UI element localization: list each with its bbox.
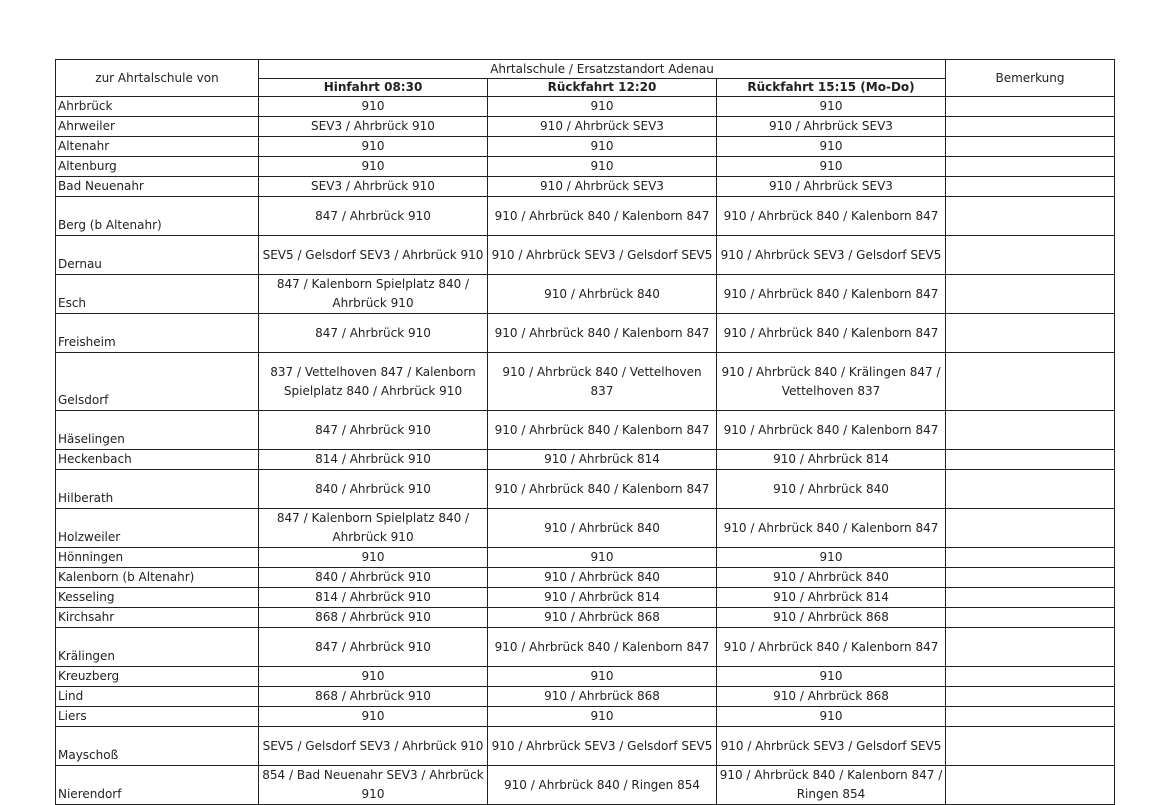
cell-rueckfahrt-1515: 910	[717, 667, 946, 687]
cell-place: Esch	[56, 275, 259, 314]
table-row	[56, 314, 1115, 353]
table-row	[56, 470, 1115, 509]
cell-rueckfahrt-1515: 910 / Ahrbrück 840 / Kalenborn 847 / Ringen 854	[717, 766, 946, 805]
cell-rueckfahrt-1220: 910	[488, 707, 717, 727]
cell-remark	[946, 117, 1115, 137]
cell-remark	[946, 353, 1115, 411]
cell-rueckfahrt-1515: 910	[717, 707, 946, 727]
cell-rueckfahrt-1220: 910 / Ahrbrück 840	[488, 568, 717, 588]
table-row	[56, 353, 1115, 411]
cell-remark	[946, 628, 1115, 667]
cell-hinfahrt: 840 / Ahrbrück 910	[259, 470, 488, 509]
cell-rueckfahrt-1220: 910 / Ahrbrück 840 / Kalenborn 847	[488, 314, 717, 353]
table-row	[56, 667, 1115, 687]
cell-remark	[946, 177, 1115, 197]
cell-rueckfahrt-1515: 910 / Ahrbrück 814	[717, 450, 946, 470]
cell-rueckfahrt-1515: 910	[717, 157, 946, 177]
cell-remark	[946, 97, 1115, 117]
cell-rueckfahrt-1515: 910 / Ahrbrück SEV3 / Gelsdorf SEV5	[717, 236, 946, 275]
table-row	[56, 628, 1115, 667]
cell-place: Kesseling	[56, 588, 259, 608]
cell-place: Altenahr	[56, 137, 259, 157]
cell-remark	[946, 157, 1115, 177]
cell-remark	[946, 687, 1115, 707]
cell-place: Ahrbrück	[56, 97, 259, 117]
cell-hinfahrt: 910	[259, 667, 488, 687]
table-row	[56, 509, 1115, 548]
cell-rueckfahrt-1220: 910 / Ahrbrück SEV3 / Gelsdorf SEV5	[488, 727, 717, 766]
cell-rueckfahrt-1220: 910	[488, 137, 717, 157]
header-rueckfahrt-1220: Rückfahrt 12:20	[488, 79, 717, 97]
cell-hinfahrt: 847 / Kalenborn Spielplatz 840 / Ahrbrück 910	[259, 509, 488, 548]
cell-rueckfahrt-1220: 910	[488, 548, 717, 568]
cell-hinfahrt: 847 / Kalenborn Spielplatz 840 / Ahrbrück 910	[259, 275, 488, 314]
cell-rueckfahrt-1220: 910 / Ahrbrück 840	[488, 275, 717, 314]
table-row	[56, 275, 1115, 314]
cell-hinfahrt: 910	[259, 157, 488, 177]
cell-rueckfahrt-1220: 910	[488, 667, 717, 687]
cell-rueckfahrt-1220: 910 / Ahrbrück 840 / Kalenborn 847	[488, 411, 717, 450]
cell-place: Freisheim	[56, 314, 259, 353]
cell-rueckfahrt-1220: 910 / Ahrbrück 840 / Kalenborn 847	[488, 197, 717, 236]
cell-remark	[946, 548, 1115, 568]
cell-hinfahrt: 814 / Ahrbrück 910	[259, 450, 488, 470]
cell-rueckfahrt-1515: 910 / Ahrbrück 840 / Kalenborn 847	[717, 314, 946, 353]
cell-place: Kalenborn (b Altenahr)	[56, 568, 259, 588]
table-row	[56, 177, 1115, 197]
cell-hinfahrt: 847 / Ahrbrück 910	[259, 628, 488, 667]
cell-rueckfahrt-1220: 910 / Ahrbrück 840	[488, 509, 717, 548]
header-rueckfahrt-1515: Rückfahrt 15:15 (Mo-Do)	[717, 79, 946, 97]
cell-place: Mayschoß	[56, 727, 259, 766]
cell-rueckfahrt-1515: 910	[717, 97, 946, 117]
cell-rueckfahrt-1220: 910 / Ahrbrück 840 / Kalenborn 847	[488, 470, 717, 509]
table-row	[56, 411, 1115, 450]
cell-hinfahrt: 910	[259, 137, 488, 157]
cell-remark	[946, 236, 1115, 275]
cell-hinfahrt: 847 / Ahrbrück 910	[259, 411, 488, 450]
cell-rueckfahrt-1220: 910 / Ahrbrück SEV3 / Gelsdorf SEV5	[488, 236, 717, 275]
cell-rueckfahrt-1220: 910	[488, 157, 717, 177]
table-row	[56, 687, 1115, 707]
table-row	[56, 97, 1115, 117]
cell-hinfahrt: 868 / Ahrbrück 910	[259, 687, 488, 707]
cell-rueckfahrt-1220: 910 / Ahrbrück 868	[488, 687, 717, 707]
bus-schedule-table	[55, 59, 1115, 805]
table-row	[56, 197, 1115, 236]
cell-place: Kreuzberg	[56, 667, 259, 687]
cell-hinfahrt: 814 / Ahrbrück 910	[259, 588, 488, 608]
cell-rueckfahrt-1515: 910 / Ahrbrück 840 / Kalenborn 847	[717, 197, 946, 236]
cell-hinfahrt: 910	[259, 97, 488, 117]
cell-rueckfahrt-1220: 910 / Ahrbrück 840 / Ringen 854	[488, 766, 717, 805]
table-row	[56, 727, 1115, 766]
cell-rueckfahrt-1515: 910 / Ahrbrück 814	[717, 588, 946, 608]
cell-remark	[946, 197, 1115, 236]
cell-rueckfahrt-1220: 910 / Ahrbrück SEV3	[488, 117, 717, 137]
table-row	[56, 548, 1115, 568]
cell-place: Holzweiler	[56, 509, 259, 548]
cell-rueckfahrt-1515: 910 / Ahrbrück 868	[717, 687, 946, 707]
cell-hinfahrt: 840 / Ahrbrück 910	[259, 568, 488, 588]
table-row	[56, 137, 1115, 157]
cell-hinfahrt: SEV3 / Ahrbrück 910	[259, 177, 488, 197]
table-row	[56, 588, 1115, 608]
cell-hinfahrt: SEV3 / Ahrbrück 910	[259, 117, 488, 137]
cell-hinfahrt: 837 / Vettelhoven 847 / Kalenborn Spielplatz 840 / Ahrbrück 910	[259, 353, 488, 411]
cell-rueckfahrt-1515: 910 / Ahrbrück 840 / Krälingen 847 / Vettelhoven 837	[717, 353, 946, 411]
cell-hinfahrt: SEV5 / Gelsdorf SEV3 / Ahrbrück 910	[259, 727, 488, 766]
cell-hinfahrt: 910	[259, 707, 488, 727]
table-row	[56, 236, 1115, 275]
cell-place: Lind	[56, 687, 259, 707]
table-row	[56, 707, 1115, 727]
cell-place: Gelsdorf	[56, 353, 259, 411]
cell-rueckfahrt-1220: 910 / Ahrbrück 814	[488, 450, 717, 470]
cell-place: Heckenbach	[56, 450, 259, 470]
cell-rueckfahrt-1515: 910 / Ahrbrück SEV3 / Gelsdorf SEV5	[717, 727, 946, 766]
cell-place: Bad Neuenahr	[56, 177, 259, 197]
table-body	[56, 97, 1115, 805]
cell-place: Dernau	[56, 236, 259, 275]
table-row	[56, 157, 1115, 177]
cell-rueckfahrt-1515: 910 / Ahrbrück 840 / Kalenborn 847	[717, 411, 946, 450]
cell-place: Ahrweiler	[56, 117, 259, 137]
cell-rueckfahrt-1515: 910 / Ahrbrück 840	[717, 568, 946, 588]
cell-hinfahrt: 854 / Bad Neuenahr SEV3 / Ahrbrück 910	[259, 766, 488, 805]
cell-hinfahrt: 910	[259, 548, 488, 568]
cell-remark	[946, 450, 1115, 470]
cell-rueckfahrt-1220: 910 / Ahrbrück 840 / Kalenborn 847	[488, 628, 717, 667]
header-remark: Bemerkung	[946, 60, 1115, 97]
cell-rueckfahrt-1515: 910 / Ahrbrück 840 / Kalenborn 847	[717, 509, 946, 548]
cell-place: Nierendorf	[56, 766, 259, 805]
table-row	[56, 450, 1115, 470]
cell-rueckfahrt-1515: 910 / Ahrbrück SEV3	[717, 177, 946, 197]
cell-rueckfahrt-1220: 910 / Ahrbrück 840 / Vettelhoven 837	[488, 353, 717, 411]
cell-place: Berg (b Altenahr)	[56, 197, 259, 236]
cell-rueckfahrt-1220: 910 / Ahrbrück SEV3	[488, 177, 717, 197]
cell-remark	[946, 667, 1115, 687]
header-group: Ahrtalschule / Ersatzstandort Adenau	[259, 60, 946, 79]
cell-hinfahrt: 847 / Ahrbrück 910	[259, 197, 488, 236]
cell-place: Hilberath	[56, 470, 259, 509]
schedule-sheet	[55, 59, 1115, 805]
table-row	[56, 608, 1115, 628]
cell-place: Altenburg	[56, 157, 259, 177]
header-from: zur Ahrtalschule von	[56, 60, 259, 97]
cell-rueckfahrt-1220: 910 / Ahrbrück 868	[488, 608, 717, 628]
cell-rueckfahrt-1220: 910 / Ahrbrück 814	[488, 588, 717, 608]
cell-remark	[946, 766, 1115, 805]
cell-remark	[946, 608, 1115, 628]
cell-rueckfahrt-1515: 910 / Ahrbrück SEV3	[717, 117, 946, 137]
cell-rueckfahrt-1515: 910 / Ahrbrück 868	[717, 608, 946, 628]
cell-rueckfahrt-1515: 910 / Ahrbrück 840 / Kalenborn 847	[717, 628, 946, 667]
table-row	[56, 568, 1115, 588]
cell-place: Hönningen	[56, 548, 259, 568]
cell-place: Häselingen	[56, 411, 259, 450]
cell-place: Liers	[56, 707, 259, 727]
cell-rueckfahrt-1515: 910	[717, 548, 946, 568]
cell-remark	[946, 314, 1115, 353]
cell-remark	[946, 568, 1115, 588]
cell-rueckfahrt-1220: 910	[488, 97, 717, 117]
cell-hinfahrt: 868 / Ahrbrück 910	[259, 608, 488, 628]
cell-remark	[946, 588, 1115, 608]
cell-remark	[946, 509, 1115, 548]
cell-hinfahrt: 847 / Ahrbrück 910	[259, 314, 488, 353]
cell-rueckfahrt-1515: 910	[717, 137, 946, 157]
header-hinfahrt: Hinfahrt 08:30	[259, 79, 488, 97]
table-row	[56, 766, 1115, 805]
cell-remark	[946, 137, 1115, 157]
cell-remark	[946, 470, 1115, 509]
table-row	[56, 117, 1115, 137]
cell-remark	[946, 411, 1115, 450]
cell-hinfahrt: SEV5 / Gelsdorf SEV3 / Ahrbrück 910	[259, 236, 488, 275]
cell-remark	[946, 727, 1115, 766]
cell-place: Krälingen	[56, 628, 259, 667]
cell-place: Kirchsahr	[56, 608, 259, 628]
cell-remark	[946, 707, 1115, 727]
cell-remark	[946, 275, 1115, 314]
cell-rueckfahrt-1515: 910 / Ahrbrück 840 / Kalenborn 847	[717, 275, 946, 314]
cell-rueckfahrt-1515: 910 / Ahrbrück 840	[717, 470, 946, 509]
